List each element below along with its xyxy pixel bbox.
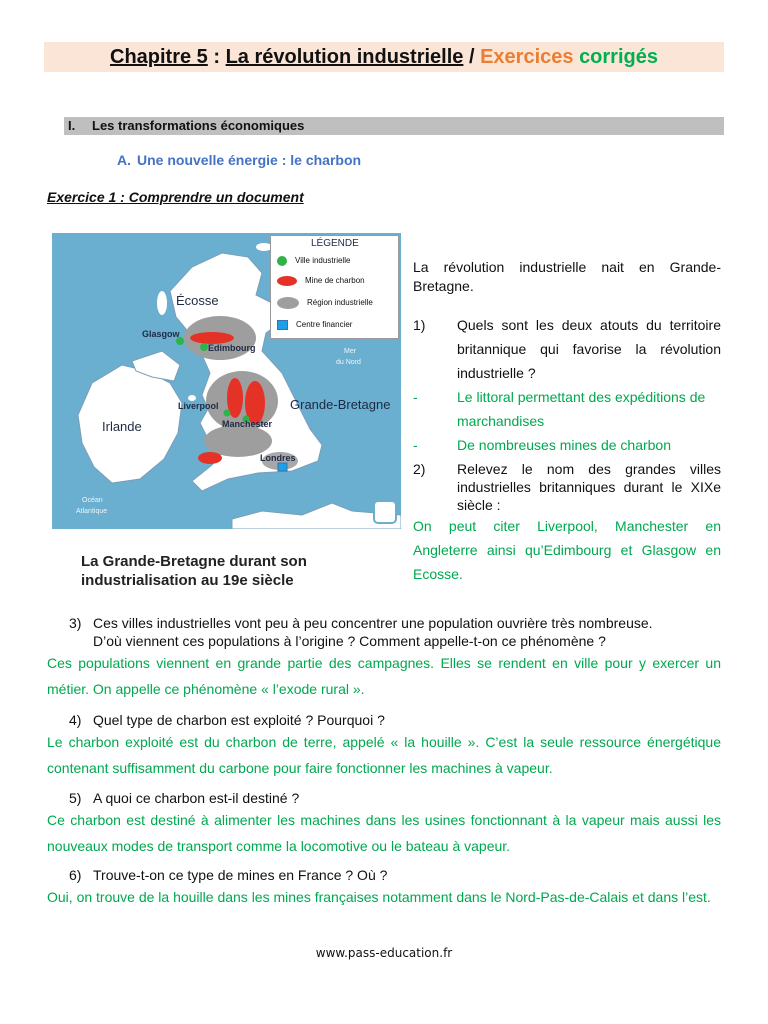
answer-3: Ces populations viennent en grande partie des campagnes. Elles se rendent en ville pour y exercer un métier. On appelle ce phénomène « l’exode rural ».: [47, 655, 721, 697]
legend-title: LÉGENDE: [311, 238, 359, 249]
grey-ellipse-icon: [277, 297, 299, 309]
question-6-number: 6): [69, 867, 82, 883]
title-topic: La révolution industrielle: [225, 46, 464, 68]
map-label-londres: Londres: [260, 453, 296, 463]
question-1-text: Quels sont les deux atouts du territoire britannique qui favorise la révolution industrielle ?: [457, 317, 721, 381]
legend-label-ville: Ville industrielle: [295, 256, 351, 266]
legend-row-region: [277, 297, 373, 309]
title-slash: /: [463, 46, 481, 68]
title-corriges: corrigés: [579, 46, 658, 68]
question-3-block: [47, 614, 721, 702]
footer-url: www.pass-education.fr: [315, 946, 453, 960]
question-3-number: 3): [69, 615, 82, 631]
question-5-block: [47, 789, 721, 859]
publisher-logo: [374, 501, 396, 523]
question-2: [413, 460, 721, 514]
answer-2-text: On peut citer Liverpool, Manchester en Angleterre ainsi qu’Edimbourg et Glasgow en Ecosse.: [413, 518, 721, 582]
answer-5: Ce charbon est destiné à alimenter les machines dans les usines fonctionnant à la vapeur mais aussi les nouveaux modes de transport comme la locomotive ou le bateau à vapeur.: [47, 812, 721, 854]
legend-label-centre: Centre financier: [296, 320, 353, 330]
answer-1-dash-2: -: [413, 437, 418, 453]
question-5: [47, 789, 721, 807]
question-4-number: 4): [69, 712, 82, 728]
question-6: [47, 866, 721, 884]
map-label-liverpool: Liverpool: [178, 401, 219, 411]
answer-1-dash-1: -: [413, 389, 418, 405]
map-label-glasgow: Glasgow: [142, 329, 180, 339]
answer-6: Oui, on trouve de la houille dans les mines françaises notamment dans le Nord-Pas-de-Calais et dans l’est.: [47, 889, 711, 905]
question-6-block: [47, 866, 721, 910]
map-label-du-nord: du Nord: [336, 359, 361, 366]
question-4-line1: Quel type de charbon est exploité ? Pourquoi ?: [93, 712, 385, 728]
answer-1-item-1-text: Le littoral permettant des expéditions de marchandises: [457, 389, 706, 429]
legend-label-region: Région industrielle: [307, 298, 373, 308]
legend-row-centre: [277, 320, 352, 330]
section-number: I.: [68, 118, 76, 133]
question-3: [47, 614, 721, 650]
legend-row-mine: [277, 276, 365, 286]
map-label-atlantique: Atlantique: [76, 508, 108, 515]
question-3-line1: Ces villes industrielles vont peu à peu concentrer une population ouvrière très nombreuse.: [93, 615, 653, 631]
question-1-number: 1): [413, 317, 426, 333]
question-3-line2: D’où viennent ces populations à l’origine ? Comment appelle-t-on ce phénomène ?: [93, 633, 606, 649]
map-label-grande-bretagne: Grande-Bretagne: [290, 397, 391, 412]
city-liverpool: [224, 410, 231, 417]
legend-label-mine: Mine de charbon: [305, 276, 365, 286]
title-colon: :: [207, 46, 226, 68]
question-2-text: Relevez le nom des grandes villes industrielles britanniques durant le XIXe siècle :: [457, 461, 721, 513]
hebrides: [157, 291, 167, 315]
subsection-heading: [117, 152, 361, 168]
map-caption-line2: industrialisation au 19e siècle: [81, 572, 294, 589]
question-6-line1: Trouve-t-on ce type de mines en France ? Où ?: [93, 867, 388, 883]
answer-4: Le charbon exploité est du charbon de terre, appelé « la houille ». C’est la seule ressource énergétique contenant suffisamment du carbone pour faire fonctionner les machines à vapeur.: [47, 734, 721, 776]
answer-1-item-2: [413, 433, 721, 457]
question-5-line1: A quoi ce charbon est-il destiné ?: [93, 790, 300, 806]
coal-mine-wales: [198, 452, 222, 464]
map-label-mer: Mer: [344, 348, 357, 355]
subsection-number: A.: [117, 152, 131, 168]
map-label-ecosse: Écosse: [176, 293, 219, 308]
question-5-number: 5): [69, 790, 82, 806]
question-1: [413, 313, 721, 385]
city-edimbourg: [200, 343, 208, 351]
exercise-title: Exercice 1 : Comprendre un document: [47, 189, 304, 205]
financial-centre-london: [278, 463, 287, 471]
right-column: [413, 258, 721, 586]
intro-text: La révolution industrielle nait en Grande-Bretagne.: [413, 259, 721, 294]
title-chapter: Chapitre 5: [110, 46, 208, 68]
legend-row-ville: [277, 256, 350, 266]
answer-1-item-2-text: De nombreuses mines de charbon: [457, 437, 672, 453]
red-ellipse-icon: [277, 276, 297, 286]
title-exercices: Exercices: [480, 46, 574, 68]
map-label-ocean: Océan: [82, 497, 103, 504]
map-caption-line1: La Grande-Bretagne durant son: [81, 553, 307, 570]
question-4: [47, 711, 721, 729]
question-4-block: [47, 711, 721, 781]
page-title: [44, 42, 724, 72]
section-label: Les transformations économiques: [92, 118, 305, 133]
section-heading: [64, 117, 724, 135]
map-label-irlande: Irlande: [102, 419, 142, 434]
blue-square-icon: [277, 320, 288, 330]
map-caption: [81, 552, 381, 590]
map-label-edimbourg: Edimbourg: [208, 343, 256, 353]
question-2-number: 2): [413, 461, 426, 477]
map-legend: [270, 235, 399, 339]
subsection-label: Une nouvelle énergie : le charbon: [137, 152, 362, 168]
green-dot-icon: [277, 256, 287, 266]
answer-1-item-1: [413, 385, 721, 433]
map-label-manchester: Manchester: [222, 419, 273, 429]
